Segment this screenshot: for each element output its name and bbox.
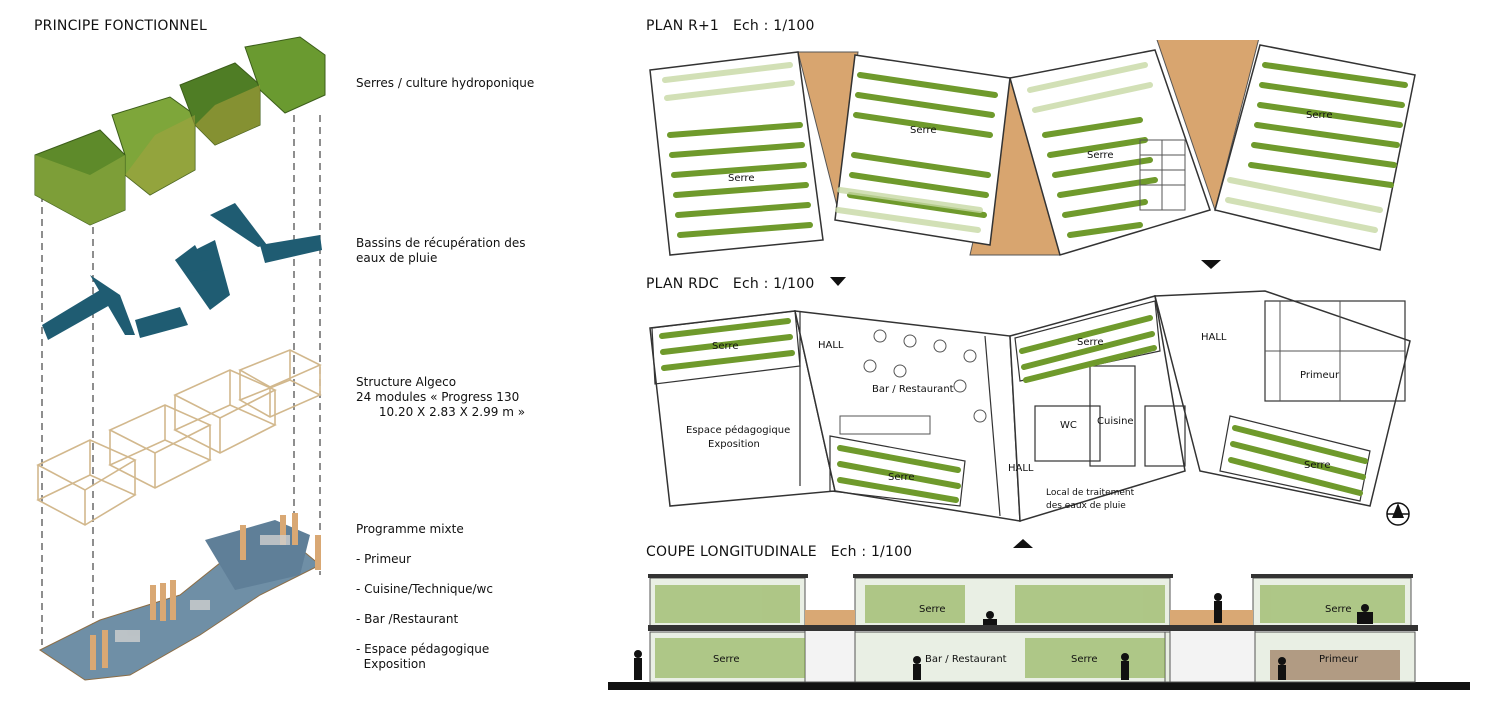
coupe-serre-top-a: Serre [919, 604, 946, 615]
rdc-hall-c: HALL [1201, 332, 1227, 343]
section-longitudinal [605, 570, 1475, 695]
rdc-exposition: Exposition [708, 439, 760, 450]
greenhouse-layer [35, 37, 325, 225]
rdc-wc: WC [1060, 420, 1077, 431]
coupe-title: COUPE LONGITUDINALE Ech : 1/100 [646, 544, 913, 560]
rdc-serre-b: Serre [888, 472, 915, 483]
rdc-local-1: Local de traitement [1046, 488, 1135, 498]
layer-line: - Bar /Restaurant [356, 612, 459, 626]
coupe-serre-low-a: Serre [713, 654, 740, 665]
rdc-espace: Espace pédagogique [686, 425, 791, 436]
layer-line: Serres / culture hydroponique [356, 76, 535, 90]
rdc-serre-a: Serre [712, 341, 739, 352]
rdc-cuisine: Cuisine [1097, 416, 1134, 427]
r1-serre-label: Serre [728, 173, 755, 184]
r1-serre-label: Serre [910, 125, 937, 136]
coupe-serre-top-b: Serre [1325, 604, 1352, 615]
rain-basins-layer [42, 203, 322, 340]
principle-title: PRINCIPE FONCTIONNEL [34, 18, 208, 34]
spacer [356, 597, 493, 612]
r1-serre-label: Serre [1087, 150, 1114, 161]
layer-line: Bassins de récupération des [356, 236, 526, 250]
plan-r1-title: PLAN R+1 Ech : 1/100 [646, 18, 815, 34]
layer-line: 24 modules « Progress 130 [356, 390, 520, 404]
entrance-arrow-icon [830, 277, 846, 286]
layer-label-basins [356, 236, 526, 266]
coupe-bar: Bar / Restaurant [925, 654, 1007, 665]
rdc-bar: Bar / Restaurant [872, 384, 954, 395]
exploded-axonometric [30, 35, 330, 685]
algeco-structure-layer [38, 350, 320, 525]
plan-rdc-title: PLAN RDC Ech : 1/100 [646, 276, 815, 292]
north-arrow-icon [1387, 503, 1409, 525]
layer-line: - Espace pédagogique [356, 642, 490, 656]
rdc-local-2: des eaux de pluie [1046, 501, 1126, 511]
layer-line: - Cuisine/Technique/wc [356, 582, 493, 596]
rdc-hall-b: HALL [1008, 463, 1034, 474]
rdc-primeur: Primeur [1300, 370, 1340, 381]
layer-line: eaux de pluie [356, 251, 438, 265]
entrance-arrow-icon [1201, 260, 1221, 269]
r1-serre-label: Serre [1306, 110, 1333, 121]
layer-label-greenhouses [356, 76, 534, 91]
coupe-serre-low-b: Serre [1071, 654, 1098, 665]
layer-line: Exposition [356, 657, 426, 671]
plan-rdc [640, 256, 1425, 551]
coupe-primeur: Primeur [1319, 654, 1359, 665]
programme-layer [40, 513, 321, 680]
layer-label-programme [356, 522, 493, 672]
layer-line: Programme mixte [356, 522, 464, 536]
layer-line: - Primeur [356, 552, 412, 566]
rdc-serre-d: Serre [1304, 460, 1331, 471]
spacer [356, 567, 493, 582]
spacer [356, 627, 493, 642]
layer-label-structure [356, 375, 525, 420]
layer-line: 10.20 X 2.83 X 2.99 m » [356, 405, 526, 419]
plan-r1 [640, 40, 1425, 270]
rdc-hall-a: HALL [818, 340, 844, 351]
rdc-serre-c: Serre [1077, 337, 1104, 348]
layer-line: Structure Algeco [356, 375, 457, 389]
entrance-arrow-icon [1013, 539, 1033, 548]
spacer [356, 537, 493, 552]
